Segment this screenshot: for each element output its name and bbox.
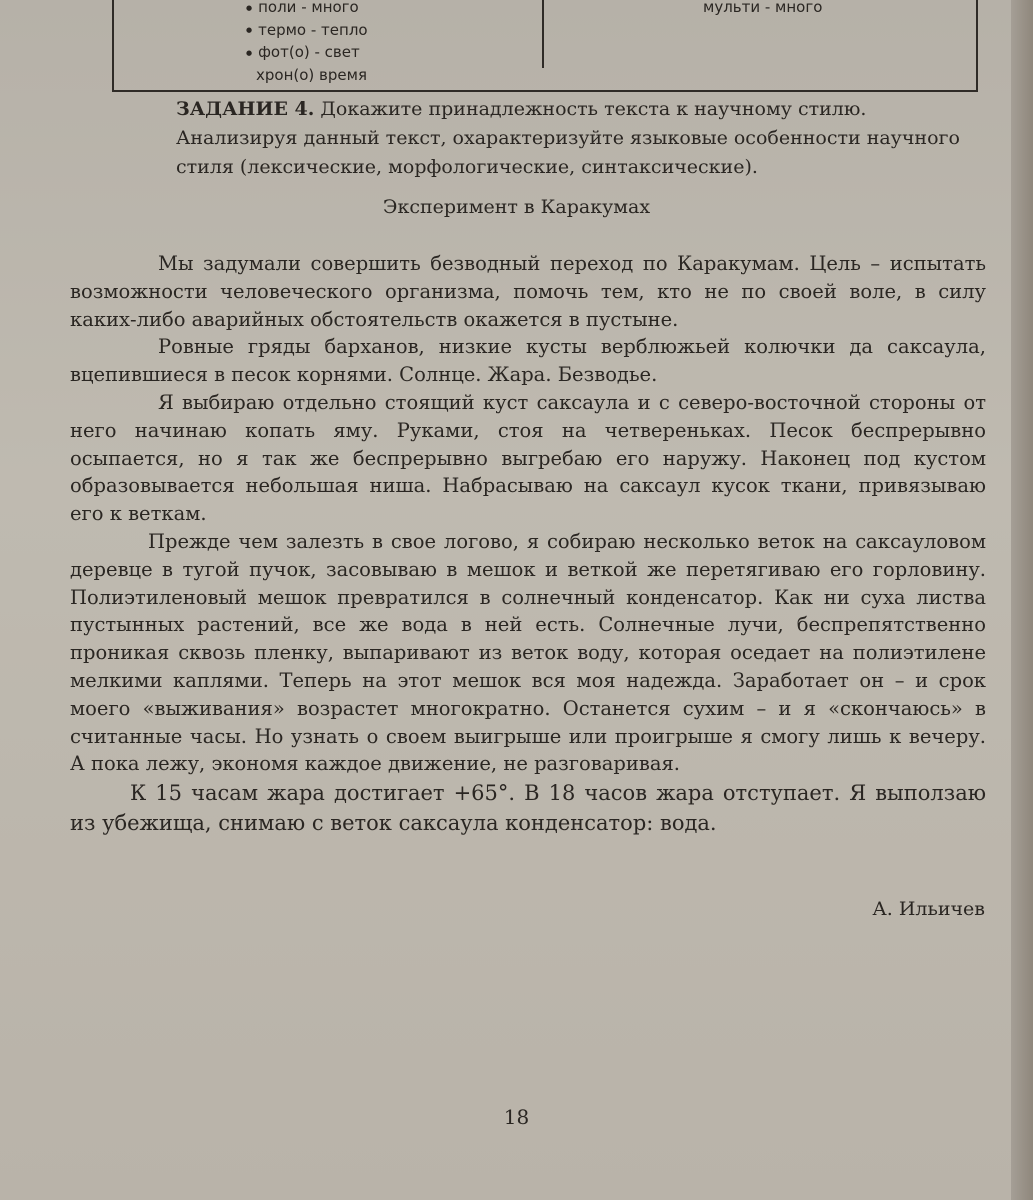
table-item: ● поли - много — [130, 0, 368, 19]
table-item: ● термо - тепло — [130, 19, 368, 42]
paragraph: Ровные гряды барханов, низкие кусты верблюжьей колючки да саксаула, вцепившиеся в песок корнями. Солнце. Жара. Безводье. — [70, 335, 986, 387]
paragraph: Я выбираю отдельно стоящий куст саксаула и с северо-восточной стороны от него начинаю копать яму. Руками, стоя на четвереньках. Песок беспрерывно осыпается, но я так же беспрерывно выгребаю его наружу. Наконец под кустом образовывается небольшая ниша. Набрасываю на саксаул кусок ткани, привязываю его к веткам. — [70, 390, 986, 526]
table-item: мульти - много — [703, 0, 823, 16]
table-item: ● фот(о) - свет — [130, 41, 368, 64]
text-title: Эксперимент в Каракумах — [382, 196, 651, 218]
table-item: хрон(о) время — [256, 65, 367, 84]
page-edge — [1011, 0, 1033, 1200]
table-left-cell — [130, 0, 368, 86]
paragraph: Прежде чем залезть в свое логово, я собираю несколько веток на саксауловом деревце в тугой пучок, засовываю в мешок и веткой же перетягиваю его горловину. Полиэтиленовый мешок превратился в солнечный конденсатор. Как ни суха листва пустынных растений, все же вода в ней есть. Солнечные лучи, беспрепятственно проникая сквозь пленку, выпаривают из веток воду, которая оседает на полиэтилене мелкими каплями. Теперь на этот мешок вся моя надежда. Заработает он – и срок моего «выживания» возрастет многократно. Останется сухим – и я «скончаюсь» в считанные часы. Но узнать о своем выигрыше или проигрыше я смогу лишь к вечеру. А пока лежу, экономя каждое движение, не разговаривая. — [70, 529, 986, 776]
paragraph: Мы задумали совершить безводный переход по Каракумам. Цель – испытать возможности человеческого организма, помочь тем, кто не по своей воле, в силу каких-либо аварийных обстоятельств окажется в пустыне. — [70, 252, 986, 331]
table-divider — [542, 0, 544, 68]
paragraph: К 15 часам жара достигает +65°. В 18 часов жара отступает. Я выползаю из убежища, снимаю с веток саксаула конденсатор: вода. — [70, 781, 986, 836]
table-right-cell — [585, 0, 822, 16]
page-number: 18 — [503, 1105, 530, 1129]
text-body — [70, 250, 986, 838]
task-paragraph — [96, 95, 976, 182]
task-text: Докажите принадлежность текста к научному стилю. Анализируя данный текст, охарактеризуйте языковые особенности научного стиля (лексические, морфологические, синтаксические). — [176, 98, 960, 178]
author: А. Ильичев — [872, 898, 985, 920]
task-block — [96, 95, 976, 182]
task-label: ЗАДАНИЕ 4. — [176, 98, 315, 120]
